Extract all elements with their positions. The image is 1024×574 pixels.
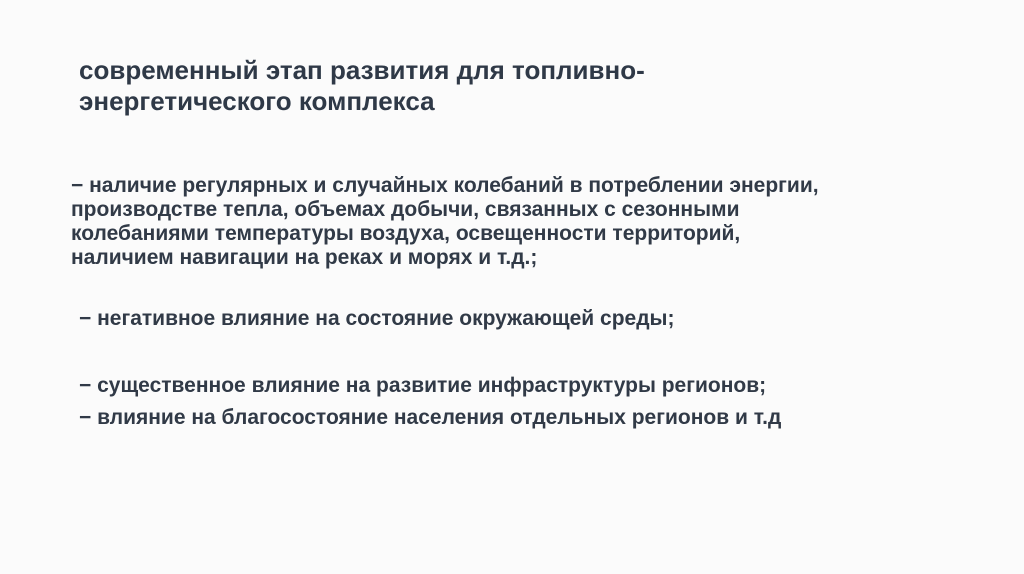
bullet-item xyxy=(79,374,766,398)
bullet-line: производстве тепла, объемах добычи, связанных с сезонными xyxy=(71,198,740,221)
bullet-line: − существенное влияние на развитие инфраструктуры регионов; xyxy=(79,374,767,397)
bullet-line: − негативное влияние на состояние окружающей среды; xyxy=(79,307,675,330)
slide-title-line: энергетического комплекса xyxy=(79,86,435,116)
bullet-item xyxy=(79,406,781,430)
slide-title xyxy=(79,55,839,117)
bullet-item xyxy=(71,174,819,270)
bullet-line: − влияние на благосостояние населения отдельных регионов и т.д xyxy=(79,406,782,429)
slide-title-line: современный этап развития для топливно- xyxy=(79,55,645,85)
bullet-line: наличием навигации на реках и морях и т.д.; xyxy=(71,246,538,269)
bullet-item xyxy=(79,307,674,331)
bullet-line: − наличие регулярных и случайных колебаний в потреблении энергии, xyxy=(71,174,819,197)
bullet-line: колебаниями температуры воздуха, освещенности территорий, xyxy=(71,222,741,245)
